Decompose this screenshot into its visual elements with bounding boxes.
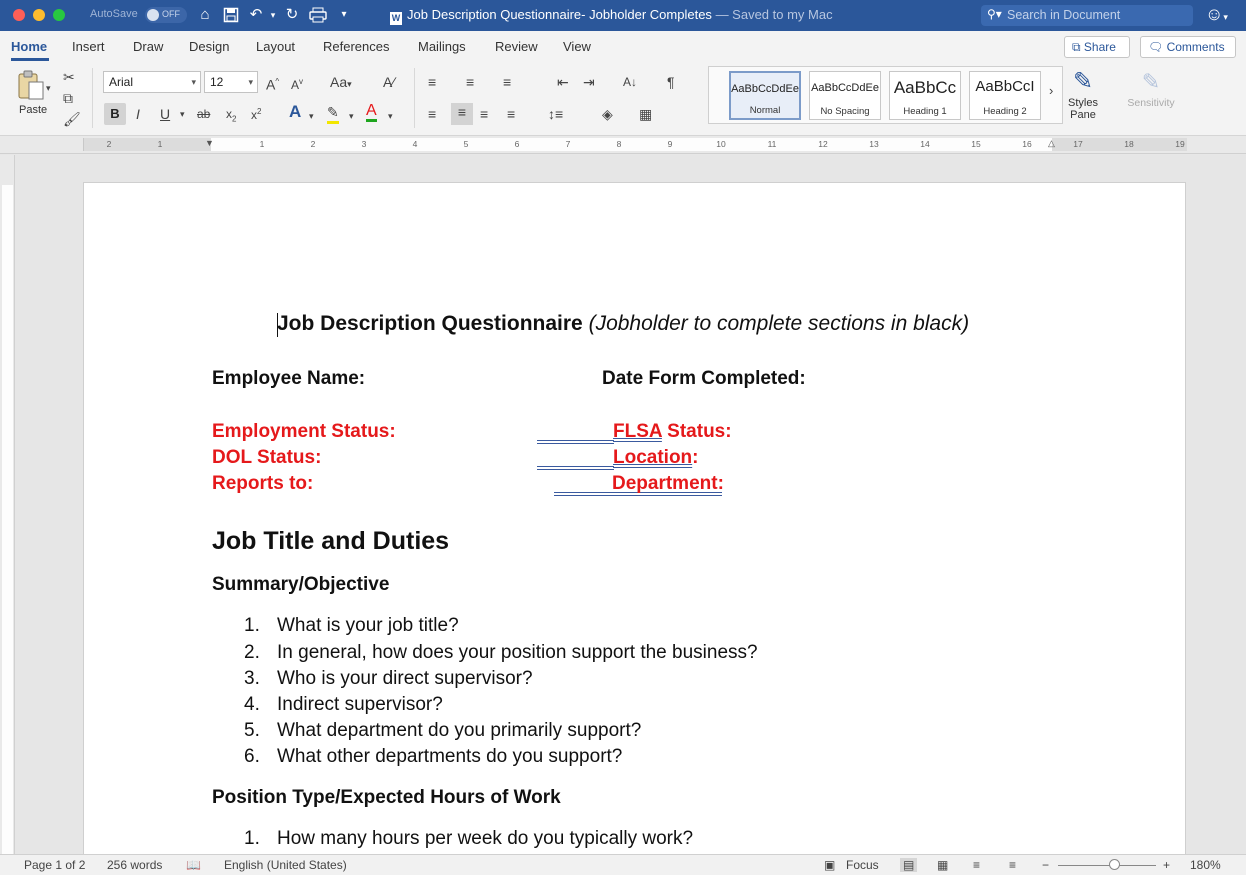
cut-icon[interactable]: ✂ <box>63 69 75 85</box>
blank-line <box>537 440 614 444</box>
comments-button[interactable] <box>1140 36 1236 58</box>
zoom-in-icon[interactable]: + <box>1163 858 1171 872</box>
sensitivity-icon: ✎ <box>1141 69 1161 94</box>
increase-font-icon[interactable]: A^ <box>266 76 280 93</box>
style-name: Heading 2 <box>983 106 1027 117</box>
autosave-toggle[interactable] <box>145 7 187 23</box>
format-painter-icon[interactable]: 🖌 <box>63 111 81 127</box>
style-normal[interactable] <box>729 71 801 120</box>
font-color-dropdown-icon[interactable]: ▾ <box>388 111 393 121</box>
ruler-number: 9 <box>667 139 673 149</box>
title-bold: Job Description Questionnaire <box>277 312 583 335</box>
flsa-text: FLSA <box>613 421 662 442</box>
ruler-number: 2 <box>106 139 112 149</box>
borders-icon[interactable]: ▦ <box>639 106 653 122</box>
flsa-status-label <box>613 421 732 443</box>
ribbon-separator <box>92 68 93 128</box>
dol-status-label: DOL Status: <box>212 447 322 468</box>
style-sample: AaBbCc <box>893 78 957 97</box>
ribbon-tabs <box>0 31 1246 63</box>
list-number: 5. <box>244 720 260 741</box>
tab-review[interactable]: Review <box>495 39 538 54</box>
paste-icon[interactable] <box>15 69 45 101</box>
customize-toolbar-icon[interactable]: ▾ <box>341 9 347 20</box>
style-heading-1[interactable] <box>889 71 961 120</box>
list-number: 6. <box>244 746 260 767</box>
increase-indent-icon[interactable]: ⇥ <box>583 74 595 90</box>
list-item: How many hours per week do you typically work? <box>277 828 694 849</box>
zoom-out-icon[interactable]: − <box>1042 858 1050 872</box>
tab-mailings[interactable]: Mailings <box>418 39 466 54</box>
ruler-number: 5 <box>463 139 469 149</box>
ruler-number: 3 <box>361 139 367 149</box>
print-layout-icon[interactable]: ▤ <box>900 858 917 872</box>
ruler-number: 2 <box>310 139 316 149</box>
shading-icon[interactable]: ◈ <box>602 106 613 122</box>
list-item: What other departments do you support? <box>277 746 623 767</box>
font-name-box[interactable] <box>103 71 201 93</box>
list-item: In general, how does your position support the business? <box>277 642 758 663</box>
styles-gallery <box>708 66 1063 124</box>
summary-heading: Summary/Objective <box>212 574 390 595</box>
redo-icon[interactable]: ↻ <box>285 6 299 23</box>
align-left-icon[interactable]: ≡ <box>428 106 437 122</box>
highlight-icon[interactable]: ✎ <box>327 103 339 124</box>
search-box[interactable] <box>981 5 1193 26</box>
justify-icon[interactable]: ≡ <box>507 106 516 122</box>
ruler-number: 19 <box>1175 139 1185 149</box>
tab-insert[interactable]: Insert <box>72 39 105 54</box>
date-completed-label: Date Form Completed: <box>602 368 806 389</box>
bold-button[interactable]: B <box>104 103 126 125</box>
paste-label[interactable]: Paste <box>19 104 48 116</box>
ruler-number: 11 <box>767 139 777 149</box>
location-text: Location <box>613 447 693 468</box>
title-italic: (Jobholder to complete sections in black) <box>588 312 970 335</box>
decrease-font-icon[interactable]: $A^v$ <box>291 77 304 92</box>
tab-view[interactable]: View <box>563 39 591 54</box>
list-item: What is your job title? <box>277 615 459 636</box>
saved-status: — Saved to my Mac <box>715 7 833 22</box>
position-heading: Position Type/Expected Hours of Work <box>212 787 561 808</box>
proofing-icon[interactable]: 📖 <box>186 858 201 872</box>
document-title-line <box>277 312 969 336</box>
ribbon-separator <box>414 68 415 128</box>
list-item: Indirect supervisor? <box>277 694 443 715</box>
undo-dropdown-icon[interactable]: ▾ <box>270 10 276 20</box>
share-button[interactable] <box>1064 36 1130 58</box>
ribbon-home <box>0 63 1246 136</box>
change-case-icon[interactable]: Aa▾ <box>330 74 352 90</box>
align-center-icon[interactable]: ≡ <box>451 103 473 125</box>
ruler-number: 13 <box>869 139 879 149</box>
gallery-more-icon[interactable]: › <box>1049 83 1054 98</box>
ruler-number: 1 <box>157 139 163 149</box>
focus-icon[interactable]: ▣ <box>824 858 836 872</box>
underline-dropdown-icon[interactable]: ▾ <box>180 109 185 119</box>
tab-references[interactable]: References <box>323 39 390 54</box>
ruler-number: 16 <box>1022 139 1032 149</box>
title-bar <box>0 0 1246 31</box>
tab-draw[interactable]: Draw <box>133 39 164 54</box>
tab-design[interactable]: Design <box>189 39 230 54</box>
decrease-indent-icon[interactable]: ⇤ <box>557 74 569 90</box>
align-right-icon[interactable]: ≡ <box>480 106 489 122</box>
ruler-number: 14 <box>920 139 930 149</box>
reports-to-label: Reports to: <box>212 473 314 494</box>
vertical-ruler-band <box>2 185 13 855</box>
sort-icon[interactable]: A↓ <box>623 75 638 89</box>
styles-pane-button[interactable] <box>1066 67 1100 121</box>
chevron-down-icon: ▾ <box>191 77 196 87</box>
list-number: 1. <box>244 615 260 636</box>
ruler-number: 4 <box>412 139 418 149</box>
focus-label[interactable]: Focus <box>846 858 879 872</box>
vertical-ruler[interactable] <box>0 155 15 855</box>
italic-button[interactable]: I <box>136 106 140 122</box>
language-indicator[interactable]: English (United States) <box>224 858 347 872</box>
bullets-icon[interactable]: ≡ <box>428 74 437 90</box>
style-sample: AaBbCcI <box>975 78 1035 95</box>
list-item: What department do you primarily support? <box>277 720 642 741</box>
print-icon[interactable] <box>307 4 329 26</box>
document-canvas <box>15 155 1246 854</box>
draft-view-icon[interactable]: ≡ <box>1009 858 1017 872</box>
active-tab-indicator <box>11 58 49 61</box>
highlight-dropdown-icon[interactable]: ▾ <box>349 111 354 121</box>
underline-button[interactable]: U <box>160 106 171 122</box>
autosave-label: AutoSave <box>90 8 138 20</box>
style-sample: AaBbCcDdEe <box>731 83 799 95</box>
comment-icon: 🗨 <box>1148 40 1164 54</box>
undo-icon[interactable]: ↶ <box>249 6 263 23</box>
share-label: Share <box>1083 40 1116 54</box>
zoom-slider-track[interactable] <box>1058 865 1156 866</box>
zoom-slider-thumb[interactable] <box>1109 859 1120 870</box>
right-indent-marker-icon[interactable]: △ <box>1048 138 1055 148</box>
font-color-icon[interactable]: A <box>366 103 377 122</box>
styles-pane-icon: ✎ <box>1072 68 1094 95</box>
text-effects-dropdown-icon[interactable]: ▾ <box>309 111 314 121</box>
ruler-number: 1 <box>259 139 265 149</box>
save-icon[interactable] <box>220 4 242 26</box>
autosave-state: OFF <box>162 9 180 19</box>
ruler-number: 17 <box>1073 139 1083 149</box>
clear-formatting-icon[interactable]: A∕ <box>383 74 395 90</box>
multilevel-list-icon[interactable]: ≡ <box>503 74 512 90</box>
list-number: 1. <box>244 828 260 849</box>
tab-layout[interactable]: Layout <box>256 39 296 54</box>
font-size-box[interactable] <box>204 71 258 93</box>
employment-status-label: Employment Status: <box>212 421 396 442</box>
ruler-number: 15 <box>971 139 981 149</box>
line-spacing-icon[interactable]: ↕≡ <box>548 106 564 122</box>
home-icon[interactable]: ⌂ <box>200 6 210 23</box>
font-name-value: Arial <box>109 75 134 89</box>
minimize-window-button[interactable] <box>33 9 45 21</box>
sensitivity-label: Sensitivity <box>1127 97 1175 109</box>
style-name: Heading 1 <box>903 106 947 117</box>
style-sample: AaBbCcDdEe <box>811 82 879 94</box>
paste-dropdown-icon[interactable]: ▾ <box>46 83 51 93</box>
text-effects-icon[interactable]: A <box>289 102 302 121</box>
ruler-number: 12 <box>818 139 828 149</box>
ruler-number: 7 <box>565 139 571 149</box>
copy-icon[interactable]: ⧉ <box>63 90 73 106</box>
list-number: 4. <box>244 694 260 715</box>
tab-home[interactable]: Home <box>11 39 48 54</box>
share-icon: ⧉ <box>1072 40 1081 54</box>
ruler-number: 18 <box>1124 139 1134 149</box>
style-name: Normal <box>749 105 781 116</box>
style-no-spacing[interactable] <box>809 71 881 120</box>
chevron-down-icon: ▾ <box>248 77 253 87</box>
document-name: Job Description Questionnaire- Jobholder Completes <box>407 7 712 22</box>
zoom-window-button[interactable] <box>53 9 65 21</box>
font-size-value: 12 <box>210 75 224 89</box>
web-layout-icon[interactable]: ▦ <box>937 858 949 872</box>
ruler-number: 10 <box>716 139 726 149</box>
word-count[interactable]: 256 words <box>107 858 163 872</box>
document-title <box>390 7 833 25</box>
list-number: 3. <box>244 668 260 689</box>
location-colon: : <box>692 447 699 468</box>
strikethrough-button[interactable]: ab <box>197 107 211 121</box>
zoom-level[interactable]: 180% <box>1190 858 1221 872</box>
comments-label: Comments <box>1166 40 1225 54</box>
section-heading: Job Title and Duties <box>212 527 450 555</box>
close-window-button[interactable] <box>13 9 25 21</box>
styles-pane-label: Styles Pane <box>1068 97 1098 121</box>
style-name: No Spacing <box>820 106 870 117</box>
ruler-number: 6 <box>514 139 520 149</box>
word-doc-icon: W <box>391 13 401 23</box>
list-number: 2. <box>244 642 260 663</box>
list-item: Who is your direct supervisor? <box>277 668 533 689</box>
pilcrow-icon[interactable]: ¶ <box>667 74 675 90</box>
ruler-band <box>83 138 1186 151</box>
sensitivity-button[interactable] <box>1118 67 1184 109</box>
indent-marker-icon[interactable]: ▼ <box>205 138 214 148</box>
numbering-icon[interactable]: ≡ <box>466 74 475 90</box>
search-icon: ⚲▾ <box>987 7 1002 21</box>
toggle-knob <box>147 9 159 21</box>
blank-line <box>537 466 614 470</box>
horizontal-ruler[interactable] <box>0 136 1246 154</box>
status-text: Status: <box>661 421 732 442</box>
employee-name-label: Employee Name: <box>212 368 366 389</box>
search-input[interactable] <box>1007 8 1187 22</box>
department-label: Department: <box>612 473 724 494</box>
location-label <box>613 447 699 469</box>
style-heading-2[interactable] <box>969 71 1041 120</box>
outline-view-icon[interactable]: ≡ <box>973 858 981 872</box>
superscript-button[interactable]: $x^2$ <box>251 107 262 122</box>
page-count[interactable]: Page 1 of 2 <box>24 858 86 872</box>
ruler-number: 8 <box>616 139 622 149</box>
feedback-smiley-icon[interactable]: ☺▾ <box>1205 4 1228 24</box>
subscript-button[interactable]: $x_2$ <box>226 107 237 124</box>
document-page[interactable] <box>83 182 1186 854</box>
status-bar <box>0 854 1246 875</box>
